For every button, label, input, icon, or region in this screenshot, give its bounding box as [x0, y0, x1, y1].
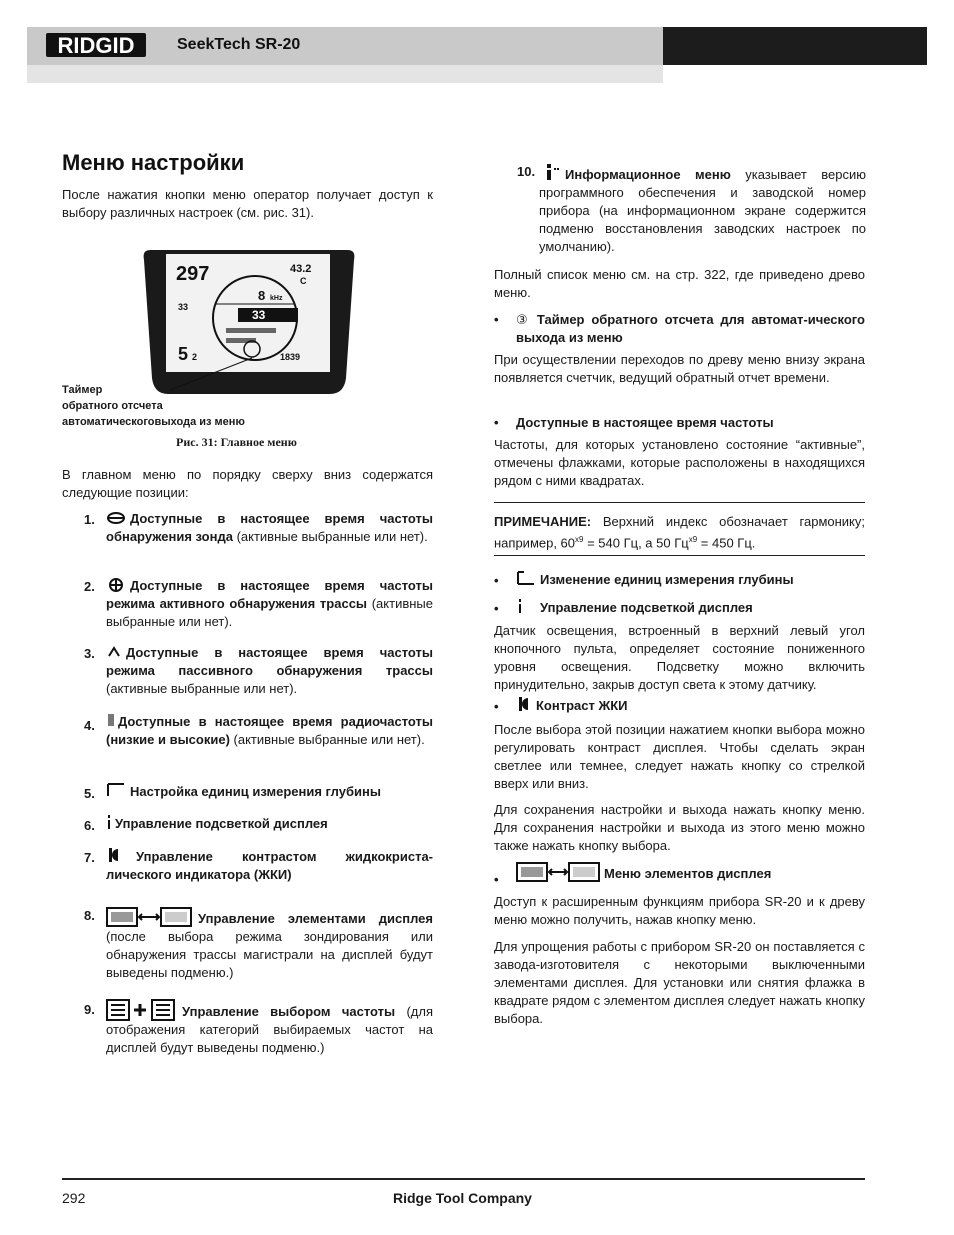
screen-freq-mid: 33	[252, 308, 266, 322]
save-paragraph: Для сохранения настройки и выхода нажать кнопку меню. Для сохранения настройки и выхода из этого меню можно также нажать кнопку выбора.	[494, 802, 865, 853]
bullet: •	[494, 872, 499, 887]
list-item: Управление элементами дисплея (после выбора режима зондирования или обнаружения трассы магистрали на дисплей будут выведены подменю.)	[106, 906, 433, 982]
screen-depth-in: 2	[192, 352, 198, 362]
intro-paragraph: После нажатия кнопки меню оператор получает доступ к выбору различных настроек (см. рис. 31).	[62, 187, 433, 220]
svg-text:RIDGID: RIDGID	[57, 33, 135, 58]
sonde-icon	[106, 511, 126, 525]
divider	[494, 555, 865, 556]
bullet: •	[494, 699, 499, 714]
item-number: 8.	[84, 908, 95, 923]
contrast-icon	[516, 696, 532, 712]
page-title: Меню настройки	[62, 150, 245, 175]
screen-c-label: C	[300, 276, 307, 286]
page-number: 292	[62, 1190, 86, 1206]
company-name: Ridge Tool Company	[393, 1190, 532, 1206]
product-name: SeekTech SR-20	[177, 36, 301, 53]
display-elements-icon	[516, 861, 600, 883]
backlight-heading: Управление подсветкой дисплея	[516, 598, 865, 617]
ridgid-logo	[46, 30, 146, 60]
passive-trace-icon	[106, 645, 122, 659]
contrast-heading: Контраст ЖКИ	[516, 696, 865, 715]
freq-heading: Доступные в настоящее время частоты	[516, 415, 774, 430]
radio-icon	[106, 712, 116, 728]
item-number: 1.	[84, 512, 95, 527]
list-item: Управление выбором частоты (для отображения категорий выбираемых частот на дисплей будут выведены подменю.)	[106, 999, 433, 1057]
contrast-icon	[106, 847, 122, 863]
header-dark-block	[663, 27, 927, 65]
item-number: 10.	[517, 164, 536, 179]
screen-depth-main: 297	[176, 263, 210, 285]
list-item: Доступные в настоящее время частоты режима пассивного обнаружения трассы (активные выбранные или нет).	[106, 645, 433, 696]
footer-rule	[62, 1178, 865, 1180]
list-item: Настройка единиц измерения глубины	[106, 782, 433, 801]
item-number: 4.	[84, 718, 95, 733]
depth-units-icon	[106, 782, 126, 798]
active-trace-icon	[106, 578, 126, 592]
divider	[494, 502, 865, 503]
item-number: 9.	[84, 1002, 95, 1017]
screen-depth-ft: 5	[178, 344, 189, 364]
backlight-paragraph: Датчик освещения, встроенный в верхний левый угол кнопочного пульта, определяет состояние пониженного уровня освещения. Подсветку можно включить принудительно, закрыв доступ света к этому датчику.	[494, 623, 865, 692]
list-item: Информационное меню указывает версию программного обеспечения и заводской номер прибора (на информационном экране содержится подменю восстановления заводских настроек по умолчанию).	[539, 162, 866, 256]
figure-caption: Рис. 31: Главное меню	[176, 435, 297, 449]
display-elements-heading: Меню элементов дисплея	[516, 861, 865, 883]
item-number: 6.	[84, 818, 95, 833]
item-number: 2.	[84, 579, 95, 594]
depth-units-heading: Изменение единиц измерения глубины	[516, 570, 865, 589]
list-item: Управление контрастом жидкокриста-лического индикатора (ЖКИ)	[106, 849, 433, 882]
figure-callout: Таймер обратного отсчета автоматическоговыхода из меню	[62, 384, 245, 428]
header-strip	[27, 65, 663, 83]
screen-freq-small: 33	[178, 302, 189, 312]
depth-units-icon	[516, 570, 536, 586]
display-paragraph: Доступ к расширенным функциям прибора SR-20 и к древу меню можно получить, нажав кнопку меню.	[494, 894, 865, 927]
frequency-select-icon	[106, 999, 176, 1021]
timer-paragraph: При осуществлении переходов по древу меню внизу экрана появляется счетчик, ведущий обратный отчет времени.	[494, 352, 865, 385]
list-item: Доступные в настоящее время частоты обнаружения зонда (активные выбранные или нет).	[106, 511, 433, 544]
screen-freq-top: 8	[258, 288, 266, 303]
list-item: Доступные в настоящее время радиочастоты (низкие и высокие) (активные выбранные или нет).	[106, 714, 433, 747]
freq-paragraph: Частоты, для которых установлено состояние “активные”, отмечены флажками, которые расположены в находящихся рядом с ними квадратах.	[494, 437, 865, 488]
full-list-paragraph: Полный список меню см. на стр. 322, где приведено древо меню.	[494, 267, 865, 300]
item-number: 7.	[84, 850, 95, 865]
list-item: Доступные в настоящее время частоты режима активного обнаружения трассы (активные выбранные или нет).	[106, 578, 433, 629]
note: ПРИМЕЧАНИЕ: Верхний индекс обозначает гармонику; например, $60^{x9} = 540$ Гц, а 50 $Гц^{x9} = 450$ Гц.	[494, 514, 865, 551]
contrast-paragraph: После выбора этой позиции нажатием кнопки выбора можно регулировать контраст дисплея. Чтобы сделать экран светлее или темнее, следует нажать кнопку со стрелкой вверх или вниз.	[494, 722, 865, 791]
simplify-paragraph: Для упрощения работы с прибором SR-20 он поставляется с завода-изготовителя с некоторыми выключенными элементами дисплея. Для установки или снятия флажка в квадрате рядом с элементом дисплея следует нажать кнопку выбора.	[494, 939, 865, 1026]
info-icon	[539, 162, 561, 182]
item-number: 5.	[84, 786, 95, 801]
screen-freq-unit: kHz	[270, 295, 283, 302]
display-elements-icon	[106, 906, 192, 928]
timer-heading: ③ Таймер обратного отсчета для автомат-ического выхода из меню	[516, 312, 865, 345]
item-number: 3.	[84, 646, 95, 661]
bullet: •	[494, 312, 499, 327]
list-intro: В главном меню по порядку сверху вниз содержатся следующие позиции:	[62, 467, 433, 500]
backlight-icon	[106, 814, 112, 830]
screen-temp: 43.2	[290, 263, 312, 275]
bullet: •	[494, 415, 499, 430]
bullet: •	[494, 573, 499, 588]
device-screen-figure	[140, 248, 358, 396]
bullet: •	[494, 601, 499, 616]
screen-counter: 1839	[280, 352, 301, 362]
backlight-icon	[516, 598, 532, 614]
list-item: Управление подсветкой дисплея	[106, 814, 433, 833]
